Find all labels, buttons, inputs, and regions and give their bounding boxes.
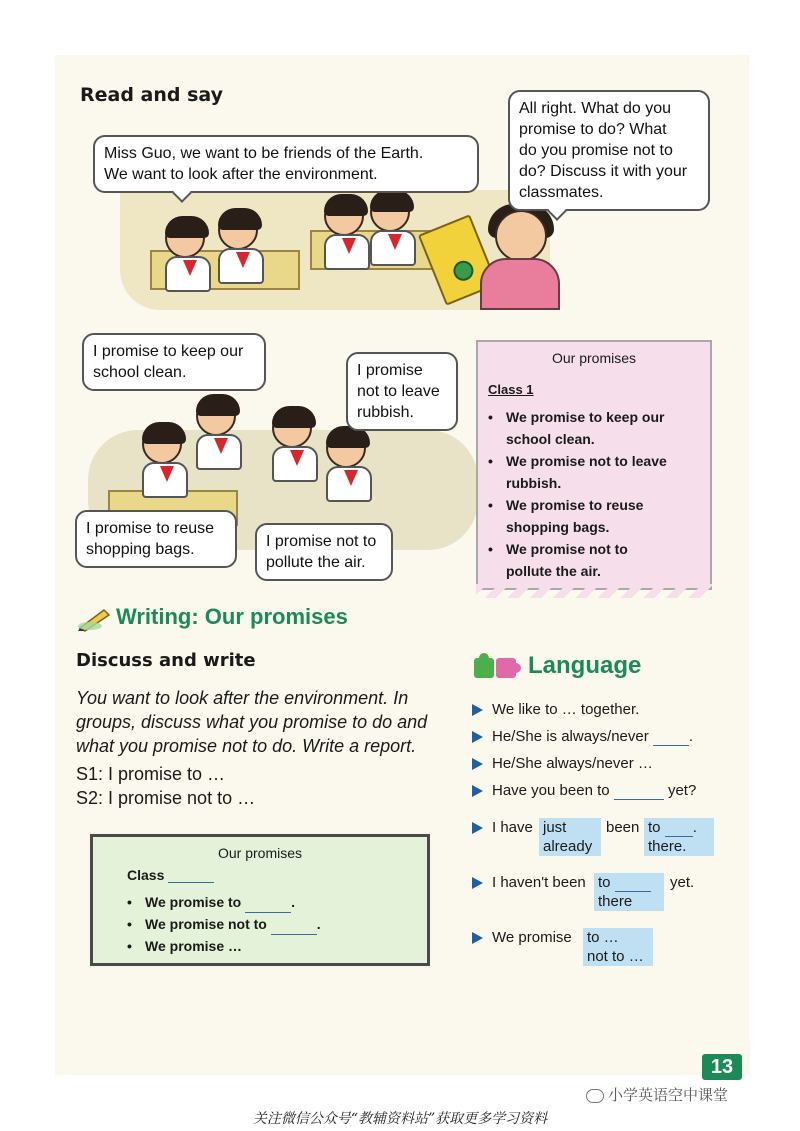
language-row-label: We promise	[492, 929, 572, 946]
speech-bubble-reuse	[75, 510, 237, 568]
bubble-line: do you promise not to	[519, 142, 673, 159]
highlight-box: to … not to …	[583, 928, 653, 966]
teacher-figure	[470, 210, 560, 310]
speech-bubble-teacher	[508, 90, 710, 211]
writing-heading: Writing: Our promises	[116, 604, 348, 629]
language-heading: Language	[528, 652, 642, 679]
language-row-word: been	[606, 819, 640, 836]
highlight-box: to there	[594, 873, 664, 911]
page-number: 13	[702, 1054, 742, 1080]
template-list	[127, 891, 407, 957]
arrow-bullet-icon	[472, 758, 483, 770]
arrow-bullet-icon	[472, 785, 483, 797]
language-row-label: I haven't been	[492, 874, 586, 891]
wechat-icon	[586, 1089, 604, 1103]
bubble-line: We want to look after the environment.	[104, 166, 378, 183]
language-row: He/She is always/never .	[492, 728, 694, 745]
bubble-line: All right. What do you	[519, 100, 672, 117]
answer-blank[interactable]	[653, 745, 689, 746]
promise-template-card	[90, 834, 430, 966]
arrow-bullet-icon	[472, 877, 483, 889]
arrow-bullet-icon	[472, 932, 483, 944]
dialogue-line-s1: S1: I promise to …	[76, 764, 226, 784]
list-item: • We promise not to .	[127, 913, 407, 935]
arrow-bullet-icon	[472, 704, 483, 716]
bubble-line: not to leave	[357, 383, 440, 400]
wechat-watermark: 小学英语空中课堂	[586, 1084, 728, 1105]
arrow-bullet-icon	[472, 822, 483, 834]
list-item: • We promise not to leave rubbish.	[488, 450, 708, 494]
speech-bubble-rubbish	[346, 352, 458, 431]
language-row-label: I have	[492, 819, 533, 836]
card-class-label: Class 1	[488, 382, 534, 397]
answer-blank[interactable]	[614, 799, 664, 800]
highlight-box: to . there.	[644, 818, 714, 856]
student-figure	[165, 218, 211, 292]
student-figure	[272, 408, 318, 482]
card-promise-list	[488, 406, 708, 582]
writing-instruction: You want to look after the environment. In groups, discuss what you promise to do and what you promise not to do. Write a report.	[76, 688, 428, 756]
language-row: We like to … together.	[492, 701, 640, 718]
arrow-bullet-icon	[472, 731, 483, 743]
bubble-line: Miss Guo, we want to be friends of the Earth.	[104, 145, 424, 162]
footer-note: 关注微信公众号“教辅资料站”获取更多学习资料	[252, 1111, 548, 1127]
bubble-line: I promise	[357, 362, 423, 379]
speech-bubble-pollute	[255, 523, 393, 581]
bubble-line: pollute the air.	[266, 554, 366, 571]
bubble-line: I promise to keep our	[93, 343, 244, 360]
student-figure	[324, 196, 370, 270]
bubble-line: I promise to reuse	[86, 520, 215, 537]
read-and-say-heading: Read and say	[80, 84, 224, 106]
student-figure	[196, 396, 242, 470]
answer-blank[interactable]	[168, 882, 214, 883]
highlight-box: just already	[539, 818, 601, 856]
bubble-line: do? Discuss it with your	[519, 163, 688, 180]
bubble-line: classmates.	[519, 184, 604, 201]
bubble-line: promise to do? What	[519, 121, 667, 138]
student-figure	[218, 210, 264, 284]
student-figure	[142, 424, 188, 498]
puzzle-pieces-icon	[470, 650, 522, 686]
speech-bubble-students	[93, 135, 479, 193]
discuss-heading: Discuss and write	[76, 650, 256, 671]
bubble-line: school clean.	[93, 364, 187, 381]
list-item: • We promise to reuse shopping bags.	[488, 494, 708, 538]
card-class-label: Class	[127, 867, 214, 883]
speech-bubble-keep-clean	[82, 333, 266, 391]
card-title: Our promises	[551, 350, 637, 366]
language-row: He/She always/never …	[492, 755, 653, 772]
bubble-line: rubbish.	[357, 404, 414, 421]
dialogue-line-s2: S2: I promise not to …	[76, 788, 256, 808]
list-item: • We promise not to pollute the air.	[488, 538, 708, 582]
language-row: Have you been to yet?	[492, 782, 697, 799]
class-promises-card	[476, 340, 712, 590]
card-title: Our promises	[217, 845, 303, 861]
pencil-icon	[76, 604, 112, 632]
list-item: • We promise to .	[127, 891, 407, 913]
bubble-line: shopping bags.	[86, 541, 195, 558]
bubble-line: I promise not to	[266, 533, 377, 550]
list-item: • We promise …	[127, 935, 407, 957]
student-figure	[370, 192, 416, 266]
student-figure	[326, 428, 372, 502]
list-item: • We promise to keep our school clean.	[488, 406, 708, 450]
language-row-word: yet.	[670, 874, 695, 891]
